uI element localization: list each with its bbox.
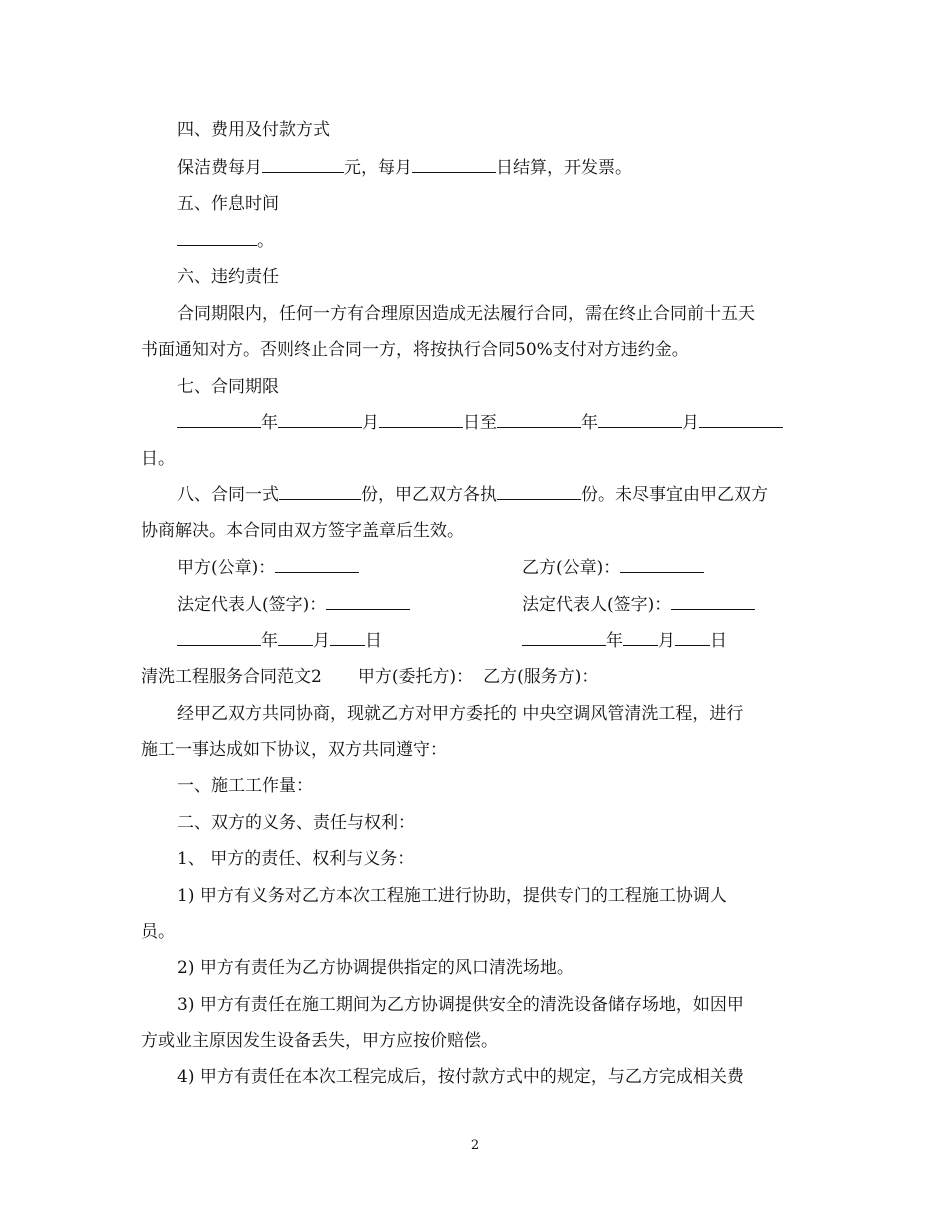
clause-2: 2) 甲方有责任为乙方协调提供指定的风口清洗场地。 [177,958,574,978]
party-a-year-blank [177,644,261,646]
end-year-blank [497,426,581,428]
fee-label-b: 元，每月 [344,158,412,178]
copies-label-c: 份。未尽事宜由甲乙双方 [581,485,768,505]
item-1-heading: 一、施工工作量： [177,776,313,796]
end-month-blank [598,426,682,428]
breach-line-2: 书面通知对方。否则终止合同一方，将按执行合同50%支付对方违约金。 [141,340,689,360]
end-day-blank [699,426,783,428]
section-7-heading: 七、合同期限 [177,377,279,397]
copies-line [177,484,768,506]
fee-line [177,157,632,179]
copies-label-b: 份，甲乙双方各执 [361,485,497,505]
party-a-rep [177,594,410,616]
intro-line-1: 经甲乙双方共同协商，现就乙方对甲方委托的 中央空调风管清洗工程，进行 [177,704,744,724]
breach-line-1: 合同期限内，任何一方有合理原因造成无法履行合同，需在终止合同前十五天 [177,304,755,324]
party-b-month-label: 月 [658,631,675,651]
clause-3-line-1: 3) 甲方有责任在施工期间为乙方协调提供安全的清洗设备储存场地，如因甲 [177,995,744,1015]
contract-2-header [141,666,598,688]
clause-3-line-2: 方或业主原因发生设备丢失，甲方应按价赔偿。 [141,1031,498,1051]
party-b-rep [522,594,755,616]
party-a-date [177,630,382,652]
party-a-rep-blank [326,608,410,610]
settlement-day-blank [412,171,496,173]
party-b-year-blank [522,644,606,646]
term-month-label-2: 月 [682,413,699,433]
intro-line-2: 施工一事达成如下协议，双方共同遵守： [141,740,447,760]
term-year-label: 年 [261,413,278,433]
party-b-seal [522,557,704,579]
copies-label-a: 八、合同一式 [177,485,279,505]
term-year-label-2: 年 [581,413,598,433]
work-hours-end: 。 [257,231,274,251]
party-b-year-label: 年 [606,631,623,651]
clause-4-line-1: 4) 甲方有责任在本次工程完成后，按付款方式中的规定，与乙方完成相关费 [177,1067,744,1087]
party-b-rep-blank [671,608,755,610]
fee-label-c: 日结算，开发票。 [496,158,632,178]
copies-line-2: 协商解决。本合同由双方签字盖章后生效。 [141,521,464,541]
page-number: 2 [470,1138,480,1153]
term-dayto-label: 日至 [463,413,497,433]
term-day-end: 日。 [141,449,175,469]
section-4-heading: 四、费用及付款方式 [177,120,330,140]
party-b-date [522,630,727,652]
party-b-seal-blank [620,571,704,573]
start-day-blank [379,426,463,428]
start-year-blank [177,426,261,428]
item-2-heading: 二、双方的义务、责任与权利： [177,813,415,833]
term-month-label: 月 [362,413,379,433]
contract-2-title: 清洗工程服务合同范文2 [141,667,322,687]
party-b-day-blank [675,644,710,646]
party-a-seal-blank [275,571,359,573]
start-month-blank [278,426,362,428]
clause-1-line-2: 员。 [141,922,175,942]
party-b-rep-label: 法定代表人(签字)： [522,595,672,615]
party-b-day-label: 日 [710,631,727,651]
party-a-day-blank [330,644,365,646]
clause-1-line-1: 1) 甲方有义务对乙方本次工程施工进行协助，提供专门的工程施工协调人 [177,886,727,906]
client-label: 甲方(委托方)： [357,667,474,687]
fee-amount-blank [262,171,344,173]
copies-total-blank [279,498,361,500]
section-6-heading: 六、违约责任 [177,267,279,287]
work-hours-line [177,230,274,252]
party-b-seal-label: 乙方(公章)： [522,558,621,578]
party-a-month-label: 月 [313,631,330,651]
party-a-month-blank [278,644,313,646]
party-a-rep-label: 法定代表人(签字)： [177,595,327,615]
term-line [177,412,783,434]
party-a-year-label: 年 [261,631,278,651]
work-hours-blank [177,244,257,246]
section-5-heading: 五、作息时间 [177,194,279,214]
party-a-day-label: 日 [365,631,382,651]
party-a-seal [177,557,359,579]
party-a-seal-label: 甲方(公章)： [177,558,276,578]
provider-label: 乙方(服务方)： [483,667,599,687]
copies-each-blank [497,498,581,500]
sub-1-heading: 1、 甲方的责任、权利与义务： [177,849,415,869]
fee-label-a: 保洁费每月 [177,158,262,178]
party-b-month-blank [623,644,658,646]
